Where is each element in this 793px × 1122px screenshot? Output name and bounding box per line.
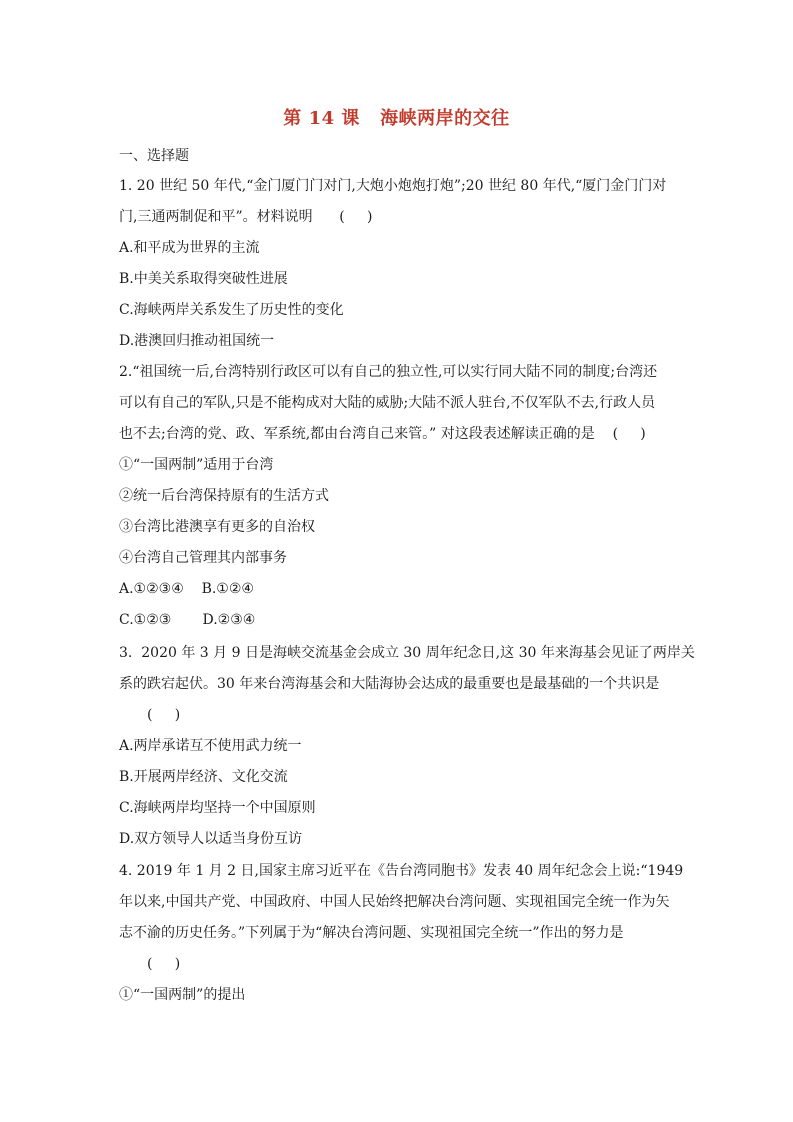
- question-2-item-3: ③台湾比港澳享有更多的自治权: [119, 519, 315, 535]
- question-2-options-row-1: A.①②③④ B.①②④: [119, 581, 254, 597]
- question-2-line-1: 2.“祖国统一后,台湾特别行政区可以有自己的独立性,可以实行同大陆不同的制度;台湾还: [119, 364, 658, 380]
- question-3-answer-blank: ( ): [147, 707, 181, 723]
- question-1-line-2: 门,三通两制促和平”。材料说明 ( ): [119, 209, 373, 225]
- question-2-item-1: ①“一国两制”适用于台湾: [119, 457, 274, 473]
- section-heading: 一、选择题: [119, 148, 189, 164]
- lesson-title: 第 14 课 海峡两岸的交往: [283, 108, 510, 129]
- question-3-line-1: 3. 2020 年 3 月 9 日是海峡交流基金会成立 30 周年纪念日,这 30 年来海基会见证了两岸关: [119, 645, 695, 661]
- question-3-option-c: C.海峡两岸均坚持一个中国原则: [119, 800, 316, 816]
- question-4-line-2: 年以来,中国共产党、中国政府、中国人民始终把解决台湾问题、实现祖国完全统一作为矢: [119, 894, 670, 910]
- question-2-options-row-2: C.①②③ D.②③④: [119, 612, 256, 628]
- question-3-option-a: A.两岸承诺互不使用武力统一: [119, 738, 302, 754]
- question-1-option-c: C.海峡两岸关系发生了历史性的变化: [119, 302, 344, 318]
- question-4-line-1: 4. 2019 年 1 月 2 日,国家主席习近平在《告台湾同胞书》发表 40 周年纪念会上说:“1949: [119, 863, 684, 879]
- question-4-line-3: 志不渝的历史任务。”下列属于为“解决台湾问题、实现祖国完全统一”作出的努力是: [119, 925, 624, 941]
- question-2-line-2: 可以有自己的军队,只是不能构成对大陆的威胁;大陆不派人驻台,不仅军队不去,行政人员: [119, 395, 656, 411]
- question-1-option-b: B.中美关系取得突破性进展: [119, 271, 288, 287]
- question-2-item-4: ④台湾自己管理其内部事务: [119, 550, 287, 566]
- question-1-line-1: 1. 20 世纪 50 年代,“金门厦门门对门,大炮小炮炮打炮”;20 世纪 80 年代,“厦门金门门对: [119, 178, 667, 194]
- question-2-line-3: 也不去;台湾的党、政、军系统,都由台湾自己来管。” 对这段表述解读正确的是 ( ): [119, 426, 646, 442]
- question-4-item-1: ①“一国两制”的提出: [119, 987, 246, 1003]
- question-1-option-d: D.港澳回归推动祖国统一: [119, 333, 275, 349]
- question-3-line-2: 系的跌宕起伏。30 年来台湾海基会和大陆海协会达成的最重要也是最基础的一个共识是: [119, 676, 660, 692]
- question-3-option-d: D.双方领导人以适当身份互访: [119, 831, 303, 847]
- question-4-answer-blank: ( ): [147, 956, 181, 972]
- question-3-option-b: B.开展两岸经济、文化交流: [119, 769, 288, 785]
- question-2-item-2: ②统一后台湾保持原有的生活方式: [119, 488, 329, 504]
- question-1-option-a: A.和平成为世界的主流: [119, 240, 260, 256]
